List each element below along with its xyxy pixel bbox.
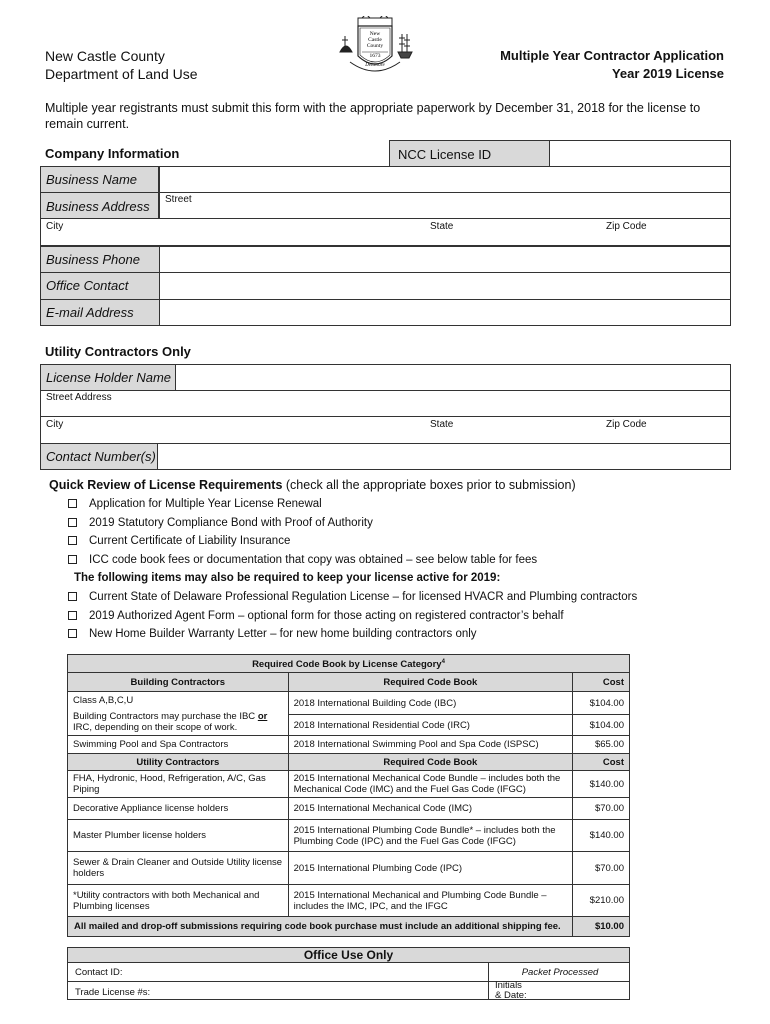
intro-text: Multiple year registrants must submit this form with the appropriate paperwork by December 31, 2018 for the license to remain current. xyxy=(45,101,701,131)
form-title xyxy=(500,47,724,83)
table-row-category: *Utility contractors with both Mechanical and Plumbing licenses xyxy=(68,885,289,917)
org-line-1: New Castle County xyxy=(45,48,165,64)
checkbox[interactable] xyxy=(68,611,77,620)
pool-category-cell: Swimming Pool and Spa Contractors xyxy=(68,736,289,754)
email-address-input[interactable] xyxy=(160,300,730,325)
business-city-state-zip-input[interactable] xyxy=(41,219,730,245)
utility-city-state-zip-input[interactable] xyxy=(41,417,730,443)
contact-numbers-label: Contact Number(s) xyxy=(46,449,156,464)
svg-text:1673: 1673 xyxy=(369,53,381,59)
building-contractors-header: Building Contractors xyxy=(68,673,289,692)
table-row-category: FHA, Hydronic, Hood, Refrigeration, A/C, Gas Piping xyxy=(68,771,289,798)
contact-numbers-input[interactable] xyxy=(158,444,730,469)
license-holder-name-input[interactable] xyxy=(176,365,730,390)
table-row-category: Master Plumber license holders xyxy=(68,820,289,852)
utility-zip-label: Zip Code xyxy=(606,419,647,430)
requirement-item: ICC code book fees or documentation that copy was obtained – see below table for fees xyxy=(68,554,537,566)
requirement-item: Current Certificate of Liability Insurance xyxy=(68,535,290,547)
cost-header: Cost xyxy=(573,754,630,771)
requirement-item: 2019 Authorized Agent Form – optional form for those acting on registered contractor’s behalf xyxy=(68,610,564,622)
ibc-cell: 2018 International Building Code (IBC) xyxy=(288,692,572,715)
requirement-item: Current State of Delaware Professional Regulation License – for licensed HVACR and Plumbing contractors xyxy=(68,591,637,603)
checkbox[interactable] xyxy=(68,518,77,527)
svg-text:Castle: Castle xyxy=(368,37,382,43)
required-code-book-header: Required Code Book xyxy=(288,754,572,771)
city-label: City xyxy=(46,221,64,232)
table-row-cost: $140.00 xyxy=(573,820,630,852)
pool-book-cell: 2018 International Swimming Pool and Spa Code (ISPSC) xyxy=(288,736,572,754)
checkbox[interactable] xyxy=(68,629,77,638)
initials-date-label: Initials & Date: xyxy=(495,980,527,1001)
utility-city-label: City xyxy=(46,419,64,430)
requirements-title-bold: Quick Review of License Requirements xyxy=(49,478,283,492)
irc-cell: 2018 International Residential Code (IRC) xyxy=(288,715,572,736)
table-row-book: 2015 International Plumbing Code Bundle* – includes both the Plumbing Code (IPC) and the Fuel Gas Code (IFGC) xyxy=(288,820,572,852)
license-holder-name-label: License Holder Name xyxy=(46,370,172,385)
table-row-cost: $210.00 xyxy=(573,885,630,917)
table-row-cost: $70.00 xyxy=(573,798,630,820)
email-address-label: E-mail Address xyxy=(46,305,134,320)
title-line-2: Year 2019 License xyxy=(611,66,724,81)
trade-license-label: Trade License #s: xyxy=(75,987,151,998)
table-row-category: Sewer & Drain Cleaner and Outside Utility license holders xyxy=(68,852,289,885)
checkbox[interactable] xyxy=(68,592,77,601)
company-info-title: Company Information xyxy=(45,146,180,161)
business-phone-input[interactable] xyxy=(160,247,730,272)
checkbox[interactable] xyxy=(68,499,77,508)
county-seal-logo xyxy=(336,16,414,78)
office-contact-input[interactable] xyxy=(160,273,730,299)
business-name-label: Business Name xyxy=(46,172,138,187)
utility-contractors-header: Utility Contractors xyxy=(68,754,289,771)
class-abcu-cell: Class A,B,C,U Building Contractors may purchase the IBC or IRC, depending on their scope of work. xyxy=(68,692,289,736)
requirements-title xyxy=(49,478,576,492)
table-row-book: 2015 International Mechanical and Plumbing Code Bundle – includes the IMC, IPC, and the IFGC xyxy=(288,885,572,917)
requirement-item: Application for Multiple Year License Renewal xyxy=(68,498,322,510)
requirement-item: New Home Builder Warranty Letter – for new home building contractors only xyxy=(68,628,477,640)
table-row-book: 2015 International Mechanical Code (IMC) xyxy=(288,798,572,820)
table-row-cost: $140.00 xyxy=(573,771,630,798)
svg-text:New: New xyxy=(369,31,381,37)
shipping-fee-note: All mailed and drop-off submissions requiring code book purchase must include an additional shipping fee. xyxy=(68,917,573,937)
office-use-only xyxy=(67,947,630,1000)
business-street-input[interactable] xyxy=(160,193,730,218)
requirement-item: 2019 Statutory Compliance Bond with Proof of Authority xyxy=(68,517,373,529)
svg-text:County: County xyxy=(366,43,384,49)
code-book-table xyxy=(67,654,630,937)
office-contact-label: Office Contact xyxy=(46,278,129,293)
svg-text:Delaware: Delaware xyxy=(365,63,385,68)
utility-street-label: Street Address xyxy=(46,392,112,403)
table-title: Required Code Book by License Category$^4$ xyxy=(68,655,630,673)
business-address-label: Business Address xyxy=(46,199,150,214)
utility-street-input[interactable] xyxy=(41,391,730,416)
checkbox[interactable] xyxy=(68,536,77,545)
table-row-cost: $70.00 xyxy=(573,852,630,885)
table-row-book: 2015 International Mechanical Code Bundle – includes both the Mechanical Code (IMC) and the Fuel Gas Code (IFGC) xyxy=(288,771,572,798)
utility-state-label: State xyxy=(430,419,454,430)
requirements-title-rest: (check all the appropriate boxes prior to submission) xyxy=(282,478,576,492)
additional-requirements-title: The following items may also be required to keep your license active for 2019: xyxy=(74,572,501,584)
utility-contractors-title: Utility Contractors Only xyxy=(45,344,191,359)
zip-code-label: Zip Code xyxy=(606,221,647,232)
ncc-license-id-label: NCC License ID xyxy=(398,147,492,162)
ncc-license-id-input[interactable] xyxy=(549,140,731,167)
org-line-2: Department of Land Use xyxy=(45,66,198,82)
title-line-1: Multiple Year Contractor Application xyxy=(500,48,724,63)
shipping-fee-cost: $10.00 xyxy=(573,917,630,937)
office-use-title: Office Use Only xyxy=(67,947,630,963)
contact-id-label: Contact ID: xyxy=(75,967,123,978)
ibc-cost: $104.00 xyxy=(573,692,630,715)
ncc-license-id-label-cell xyxy=(389,140,550,167)
pool-cost: $65.00 xyxy=(573,736,630,754)
table-row-book: 2015 International Plumbing Code (IPC) xyxy=(288,852,572,885)
required-code-book-header: Required Code Book xyxy=(288,673,572,692)
irc-cost: $104.00 xyxy=(573,715,630,736)
organization-name xyxy=(45,47,198,83)
checkbox[interactable] xyxy=(68,555,77,564)
state-label: State xyxy=(430,221,454,232)
street-label: Street xyxy=(165,194,192,205)
table-row-category: Decorative Appliance license holders xyxy=(68,798,289,820)
business-phone-label: Business Phone xyxy=(46,252,140,267)
business-name-input[interactable] xyxy=(160,167,730,192)
packet-processed-label: Packet Processed xyxy=(521,967,599,978)
cost-header: Cost xyxy=(573,673,630,692)
